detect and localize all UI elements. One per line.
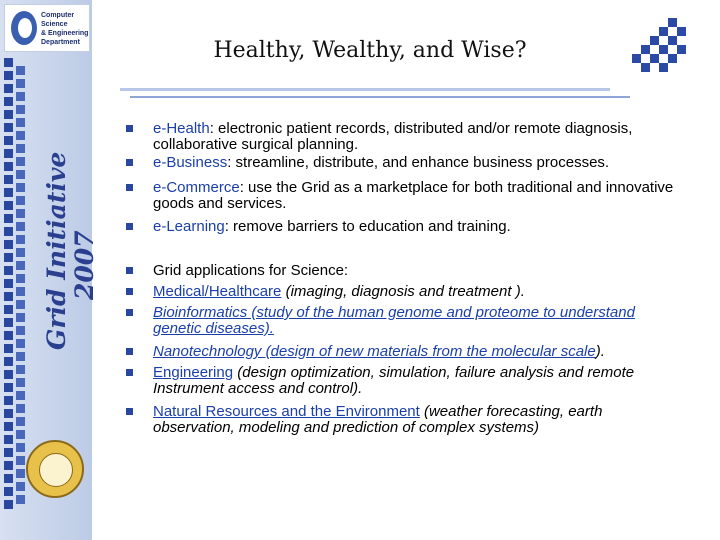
e-business-term: e-Business	[153, 154, 228, 171]
bullet-icon	[126, 184, 133, 191]
checker-decoration-icon	[622, 18, 686, 82]
item-text: : electronic patient records, distributed and/or remote diagnosis, collaborative surgical planning.	[153, 120, 633, 153]
university-seal-icon	[26, 440, 84, 498]
slide-title: Healthy, Wealthy, and Wise?	[213, 38, 527, 63]
cse-logo-icon	[11, 11, 37, 45]
vertical-caption	[42, 100, 99, 350]
item-text: (weather forecasting, earth observation, modeling and prediction of complex systems)	[153, 403, 603, 436]
e-health-term: e-Health	[153, 120, 210, 137]
logo-line-1: Computer Science	[41, 12, 75, 28]
item-text: Grid applications for Science:	[153, 262, 349, 279]
grid-initiative-text: Grid Initiative	[42, 151, 71, 350]
bullet-icon	[126, 369, 133, 376]
bullet-icon	[126, 223, 133, 230]
logo-line-3: Department	[41, 39, 80, 46]
bullet-icon	[126, 348, 133, 355]
item-text: : streamline, distribute, and enhance business processes.	[227, 154, 610, 171]
left-decorative-band	[0, 0, 99, 540]
bullet-icon	[126, 267, 133, 274]
item-text: ).	[595, 343, 605, 360]
bullet-icon	[126, 309, 133, 316]
bioinformatics-link[interactable]: Bioinformatics (study of the human genome and proteome to understand genetic diseases).	[153, 304, 635, 337]
natural-resources-link[interactable]: Natural Resources and the Environment	[153, 403, 420, 420]
square-column-right	[16, 66, 25, 508]
year-text: 2007	[70, 230, 99, 300]
item-text: (imaging, diagnosis and treatment ).	[281, 283, 525, 300]
item-text: : remove barriers to education and training.	[224, 218, 511, 235]
e-commerce-term: e-Commerce	[153, 179, 240, 196]
engineering-link[interactable]: Engineering	[153, 364, 234, 381]
bullet-icon	[126, 408, 133, 415]
bullet-icon	[126, 288, 133, 295]
logo-text	[41, 11, 89, 47]
logo-line-2: & Engineering	[41, 30, 89, 37]
title-rule-secondary	[130, 96, 630, 98]
nanotechnology-link[interactable]: Nanotechnology (design of new materials from the molecular scale	[153, 343, 596, 360]
bullet-icon	[126, 125, 133, 132]
square-column-left	[4, 58, 13, 513]
item-text: : use the Grid as a marketplace for both traditional and innovative goods and services.	[153, 179, 674, 212]
e-learning-term: e-Learning	[153, 218, 225, 235]
title-rule	[120, 88, 610, 91]
item-text: (design optimization, simulation, failure analysis and remote Instrument access and control).	[153, 364, 635, 397]
department-logo	[4, 4, 90, 52]
bullet-icon	[126, 159, 133, 166]
medical-healthcare-link[interactable]: Medical/Healthcare	[153, 283, 282, 300]
